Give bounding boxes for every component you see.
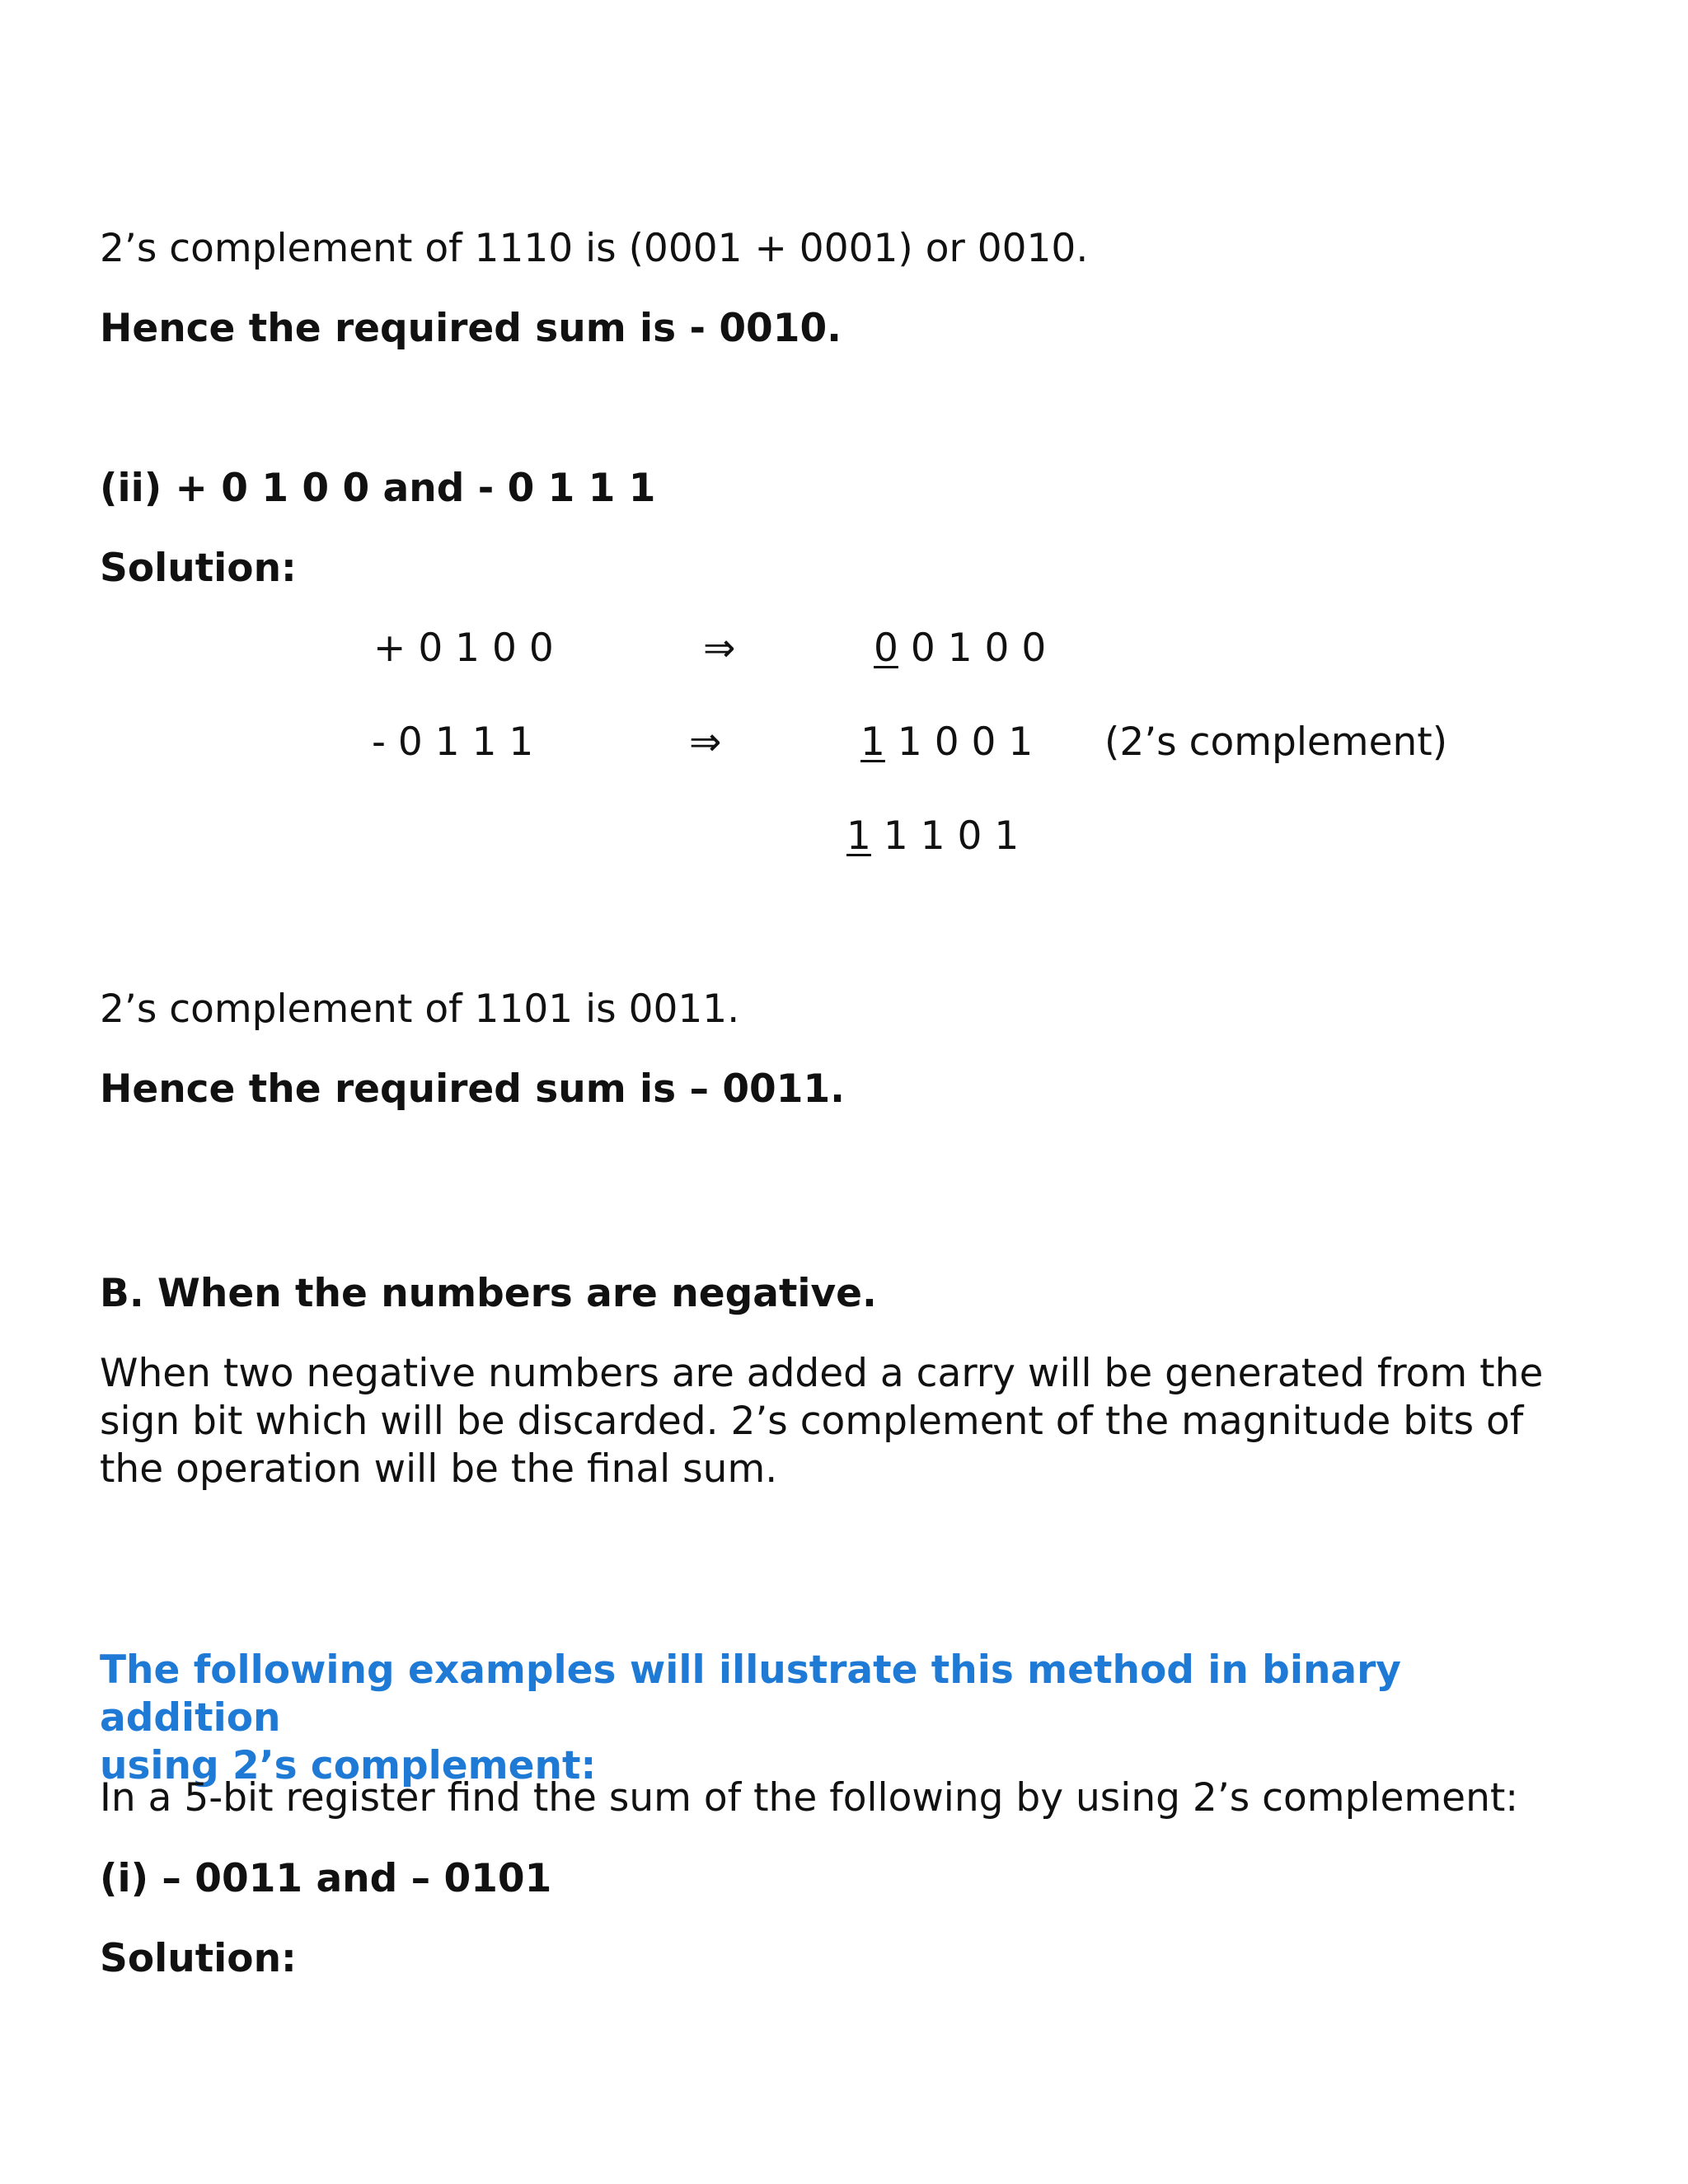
paragraph-line: When two negative numbers are added a carry will be generated from the <box>100 1351 1544 1396</box>
implies-arrow: ⇒ <box>703 626 736 671</box>
sign-bit: 0 <box>874 626 898 671</box>
instruction-text: In a 5-bit register find the sum of the following by using 2’s complement: <box>100 1775 1519 1821</box>
operand-left: + 0 1 0 0 <box>373 626 554 671</box>
implies-arrow: ⇒ <box>689 719 722 765</box>
magnitude-bits: 1 1 0 1 <box>870 813 1020 859</box>
operand-right <box>874 625 1046 673</box>
paragraph-line: sign bit which will be discarded. 2’s complement of the magnitude bits of <box>100 1399 1524 1444</box>
result-sum <box>846 813 1019 860</box>
operand-right <box>860 719 1033 766</box>
sign-bit: 1 <box>846 813 871 859</box>
example-heading: (ii) + 0 1 0 0 and - 0 1 1 1 <box>100 466 656 511</box>
heading-line: The following examples will illustrate this method in binary addition <box>100 1647 1401 1741</box>
sign-bit: 1 <box>860 719 885 765</box>
heading-line: using 2’s complement: <box>100 1743 597 1788</box>
complement-statement: 2’s complement of 1110 is (0001 + 0001) or 0010. <box>100 226 1089 271</box>
sum-conclusion: Hence the required sum is - 0010. <box>100 306 842 351</box>
magnitude-bits: 1 0 0 1 <box>884 719 1034 765</box>
solution-label: Solution: <box>100 546 297 591</box>
section-heading: B. When the numbers are negative. <box>100 1271 877 1316</box>
complement-note: (2’s complement) <box>1104 719 1448 765</box>
example-heading: (i) – 0011 and – 0101 <box>100 1856 552 1901</box>
paragraph-line: the operation will be the final sum. <box>100 1446 778 1492</box>
magnitude-bits: 0 1 0 0 <box>898 626 1047 671</box>
complement-statement: 2’s complement of 1101 is 0011. <box>100 987 740 1032</box>
section-paragraph <box>100 1350 1583 1493</box>
examples-heading <box>100 1647 1583 1790</box>
solution-label: Solution: <box>100 1936 297 1981</box>
operand-left: - 0 1 1 1 <box>372 719 534 765</box>
sum-conclusion: Hence the required sum is – 0011. <box>100 1066 846 1112</box>
